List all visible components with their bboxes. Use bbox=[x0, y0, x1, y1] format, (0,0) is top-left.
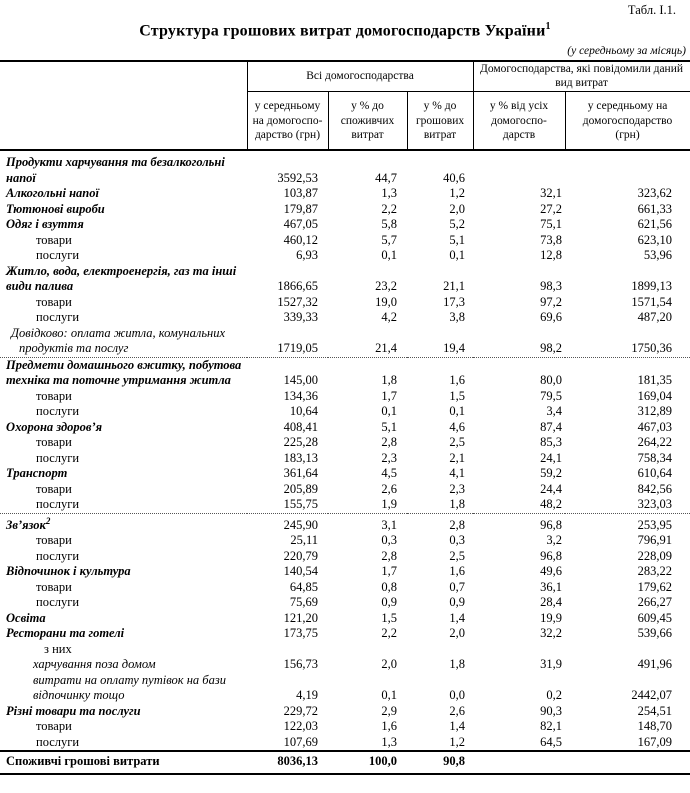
row-label: Зв’язок$^2$ bbox=[6, 515, 51, 532]
cell-avg-per-household: 121,20 bbox=[283, 610, 318, 625]
cell-pct-consumer-expenses: 19,0 bbox=[375, 294, 397, 309]
stub-header bbox=[0, 61, 247, 150]
cell-avg-per-reporting-household: 1571,54 bbox=[631, 294, 673, 309]
cell-pct-of-all-households bbox=[473, 150, 565, 186]
cell-avg-per-reporting-household: 266,27 bbox=[637, 595, 673, 610]
subtitle: (у середньому за місяць) bbox=[567, 45, 686, 58]
cell-pct-of-all-households: 0,2 bbox=[546, 688, 563, 703]
row-label: товари bbox=[36, 435, 72, 450]
cell-pct-of-all-households: 48,2 bbox=[473, 497, 565, 513]
row-label: Житло, вода, електроенергія, газ та інші види палива bbox=[6, 263, 237, 294]
cell-pct-of-all-households bbox=[473, 642, 565, 658]
cell-avg-per-household: 467,05 bbox=[283, 217, 318, 232]
table-row bbox=[0, 513, 690, 533]
cell-pct-consumer-expenses: 0,1 bbox=[381, 248, 397, 263]
table-row bbox=[0, 357, 690, 389]
cell-avg-per-household: 155,75 bbox=[247, 497, 328, 513]
table-row bbox=[0, 295, 690, 311]
cell-pct-consumer-expenses: 0,3 bbox=[381, 533, 397, 548]
title-footnote-marker: 1 bbox=[545, 21, 551, 32]
cell-pct-of-all-households: 64,5 bbox=[540, 734, 563, 749]
cell-avg-per-reporting-household: 610,64 bbox=[637, 466, 673, 481]
row-label: послуги bbox=[36, 548, 80, 563]
cell-avg-per-reporting-household: 842,56 bbox=[637, 481, 673, 496]
cell-pct-consumer-expenses: 0,9 bbox=[381, 595, 397, 610]
cell-avg-per-household: 107,69 bbox=[283, 734, 318, 749]
cell-avg-per-household: 134,36 bbox=[283, 388, 318, 403]
cell-pct-money-expenses: 2,0 bbox=[449, 201, 466, 216]
column-header-pct-money-expenses: у % до грошових витрат bbox=[407, 92, 473, 151]
table-row bbox=[0, 326, 690, 358]
column-header-pct-of-all-households: у % від усіх домогоспо- дарств bbox=[473, 92, 565, 151]
cell-avg-per-household: 173,75 bbox=[283, 626, 318, 641]
footnote-marker: 2 bbox=[45, 515, 51, 526]
cell-avg-per-reporting-household: 254,51 bbox=[637, 703, 673, 718]
cell-pct-money-expenses: 1,2 bbox=[449, 186, 466, 201]
table-row bbox=[0, 420, 690, 436]
cell-pct-money-expenses: 4,6 bbox=[449, 419, 466, 434]
cell-pct-of-all-households: 98,2 bbox=[473, 326, 565, 358]
cell-pct-of-all-households bbox=[473, 751, 565, 774]
column-header-avg-per-household: у середньому на домогоспо- дарство (грн) bbox=[247, 92, 328, 151]
cell-avg-per-household: 8036,13 bbox=[247, 751, 328, 774]
cell-pct-of-all-households: 69,6 bbox=[540, 310, 563, 325]
cell-avg-per-household: 64,85 bbox=[289, 579, 318, 594]
table-row bbox=[0, 735, 690, 752]
cell-pct-money-expenses: 3,8 bbox=[449, 310, 466, 325]
total-row bbox=[0, 751, 690, 774]
cell-avg-per-reporting-household: 264,22 bbox=[637, 435, 673, 450]
cell-avg-per-household: 1527,32 bbox=[277, 294, 318, 309]
cell-avg-per-household: 205,89 bbox=[283, 481, 318, 496]
cell-avg-per-reporting-household: 467,03 bbox=[637, 419, 673, 434]
table-row bbox=[0, 435, 690, 451]
row-label: Споживчі грошові витрати bbox=[0, 751, 247, 774]
table-header bbox=[0, 61, 690, 150]
cell-pct-of-all-households: 97,2 bbox=[540, 294, 563, 309]
cell-pct-of-all-households: 32,1 bbox=[540, 186, 563, 201]
cell-avg-per-household: 4,19 bbox=[296, 688, 318, 703]
expenditure-table bbox=[0, 60, 690, 775]
cell-pct-money-expenses: 4,1 bbox=[449, 466, 466, 481]
cell-avg-per-reporting-household: 323,03 bbox=[565, 497, 690, 513]
cell-pct-consumer-expenses: 0,1 bbox=[381, 688, 397, 703]
cell-avg-per-household: 361,64 bbox=[283, 466, 318, 481]
row-label: Ресторани та готелі bbox=[6, 626, 125, 641]
cell-pct-money-expenses: 0,3 bbox=[449, 533, 466, 548]
row-label: з них bbox=[44, 641, 72, 656]
cell-avg-per-reporting-household: 609,45 bbox=[637, 610, 673, 625]
cell-avg-per-household: 145,00 bbox=[283, 373, 318, 388]
cell-avg-per-household: 183,13 bbox=[283, 450, 318, 465]
cell-avg-per-reporting-household: 796,91 bbox=[637, 533, 673, 548]
cell-avg-per-household: 75,69 bbox=[289, 595, 318, 610]
cell-avg-per-household: 245,90 bbox=[283, 517, 318, 532]
cell-avg-per-household bbox=[247, 642, 328, 658]
cell-avg-per-household: 339,33 bbox=[283, 310, 318, 325]
cell-pct-money-expenses bbox=[407, 642, 473, 658]
cell-pct-consumer-expenses: 0,8 bbox=[381, 579, 397, 594]
cell-pct-consumer-expenses: 4,5 bbox=[381, 466, 397, 481]
cell-pct-of-all-households: 3,4 bbox=[546, 404, 563, 419]
row-label: Різні товари та послуги bbox=[6, 703, 141, 718]
cell-avg-per-reporting-household: 323,62 bbox=[637, 186, 673, 201]
table-reference: Табл. І.1. bbox=[627, 3, 676, 17]
cell-avg-per-reporting-household: 312,89 bbox=[637, 404, 673, 419]
table-row bbox=[0, 580, 690, 596]
cell-pct-of-all-households: 82,1 bbox=[540, 719, 563, 734]
cell-avg-per-household: 156,73 bbox=[283, 657, 318, 672]
row-label: харчування поза домом bbox=[33, 657, 156, 672]
cell-pct-money-expenses: 2,3 bbox=[449, 481, 466, 496]
cell-pct-money-expenses: 90,8 bbox=[407, 751, 473, 774]
cell-avg-per-household: 179,87 bbox=[283, 201, 318, 216]
cell-pct-money-expenses: 2,5 bbox=[449, 435, 466, 450]
cell-pct-money-expenses: 0,9 bbox=[449, 595, 466, 610]
cell-avg-per-reporting-household: 1750,36 bbox=[565, 326, 690, 358]
cell-pct-of-all-households: 59,2 bbox=[540, 466, 563, 481]
cell-avg-per-household: 103,87 bbox=[283, 186, 318, 201]
cell-pct-of-all-households: 79,5 bbox=[540, 388, 563, 403]
cell-pct-consumer-expenses: 4,2 bbox=[381, 310, 397, 325]
cell-pct-money-expenses: 1,8 bbox=[449, 657, 466, 672]
cell-avg-per-reporting-household: 491,96 bbox=[637, 657, 673, 672]
cell-avg-per-household: 220,79 bbox=[283, 548, 318, 563]
cell-pct-consumer-expenses: 2,9 bbox=[381, 703, 397, 718]
cell-pct-of-all-households: 27,2 bbox=[540, 201, 563, 216]
cell-pct-consumer-expenses: 1,7 bbox=[381, 564, 397, 579]
cell-pct-money-expenses: 1,6 bbox=[449, 373, 466, 388]
table-row bbox=[0, 626, 690, 642]
table-row bbox=[0, 564, 690, 580]
cell-pct-of-all-households: 96,8 bbox=[540, 517, 563, 532]
cell-pct-consumer-expenses: 23,2 bbox=[375, 279, 397, 294]
cell-avg-per-household: 408,41 bbox=[283, 419, 318, 434]
cell-pct-consumer-expenses: 2,2 bbox=[381, 626, 397, 641]
row-label: послуги bbox=[36, 450, 80, 465]
cell-pct-consumer-expenses: 44,7 bbox=[375, 170, 397, 185]
cell-pct-of-all-households: 98,3 bbox=[540, 279, 563, 294]
table-row bbox=[0, 150, 690, 186]
cell-avg-per-household: 460,12 bbox=[283, 232, 318, 247]
cell-pct-consumer-expenses: 1,3 bbox=[381, 186, 397, 201]
column-header-pct-consumer-expenses: у % до споживчих витрат bbox=[328, 92, 407, 151]
cell-pct-money-expenses: 1,5 bbox=[449, 388, 466, 403]
row-label: Транспорт bbox=[6, 466, 68, 481]
table-row bbox=[0, 642, 690, 658]
cell-avg-per-reporting-household: 181,35 bbox=[637, 373, 673, 388]
row-label: послуги bbox=[36, 310, 80, 325]
row-label: Освіта bbox=[6, 610, 46, 625]
cell-avg-per-household: 25,11 bbox=[290, 533, 318, 548]
cell-pct-of-all-households: 12,8 bbox=[540, 248, 563, 263]
table-row bbox=[0, 533, 690, 549]
cell-pct-consumer-expenses: 3,1 bbox=[381, 517, 397, 532]
row-label: витрати на оплату путівок на бази відпочинку тощо bbox=[33, 672, 226, 703]
cell-avg-per-reporting-household: 1899,13 bbox=[631, 279, 673, 294]
cell-avg-per-reporting-household: 228,09 bbox=[637, 548, 673, 563]
cell-avg-per-reporting-household: 623,10 bbox=[637, 232, 673, 247]
cell-pct-consumer-expenses: 2,8 bbox=[381, 435, 397, 450]
column-header-avg-per-reporting-household: у середньому на домогосподарство (грн) bbox=[565, 92, 690, 151]
cell-avg-per-reporting-household: 167,09 bbox=[637, 734, 673, 749]
cell-avg-per-reporting-household: 283,22 bbox=[637, 564, 673, 579]
cell-pct-consumer-expenses: 0,1 bbox=[381, 404, 397, 419]
cell-pct-money-expenses: 0,7 bbox=[449, 579, 466, 594]
cell-avg-per-reporting-household: 758,34 bbox=[637, 450, 673, 465]
cell-pct-consumer-expenses: 21,4 bbox=[328, 326, 407, 358]
cell-avg-per-household: 1719,05 bbox=[247, 326, 328, 358]
cell-pct-money-expenses: 2,1 bbox=[449, 450, 466, 465]
cell-pct-money-expenses: 1,4 bbox=[449, 719, 466, 734]
cell-pct-of-all-households: 73,8 bbox=[540, 232, 563, 247]
title-text: Структура грошових витрат домогосподарств України bbox=[139, 22, 546, 40]
header-group-row bbox=[0, 61, 690, 92]
cell-avg-per-reporting-household: 53,96 bbox=[643, 248, 673, 263]
table-row bbox=[0, 719, 690, 735]
row-label: товари bbox=[36, 232, 72, 247]
cell-pct-consumer-expenses: 5,7 bbox=[381, 232, 397, 247]
row-label: Відпочинок і культура bbox=[6, 564, 131, 579]
cell-pct-money-expenses: 0,0 bbox=[449, 688, 466, 703]
row-label: Охорона здоров’я bbox=[6, 419, 103, 434]
cell-avg-per-reporting-household: 661,33 bbox=[637, 201, 673, 216]
cell-avg-per-reporting-household: 621,56 bbox=[637, 217, 673, 232]
cell-pct-of-all-households: 32,2 bbox=[540, 626, 563, 641]
cell-pct-money-expenses: 2,8 bbox=[449, 517, 466, 532]
table-row bbox=[0, 389, 690, 405]
cell-pct-of-all-households: 75,1 bbox=[540, 217, 563, 232]
cell-pct-money-expenses: 19,4 bbox=[407, 326, 473, 358]
cell-avg-per-household: 3592,53 bbox=[277, 170, 318, 185]
cell-pct-of-all-households: 19,9 bbox=[540, 610, 563, 625]
table-row bbox=[0, 186, 690, 202]
cell-pct-of-all-households: 31,9 bbox=[540, 657, 563, 672]
cell-avg-per-reporting-household bbox=[565, 751, 690, 774]
row-label: товари bbox=[36, 294, 72, 309]
table-row bbox=[0, 549, 690, 565]
table-row bbox=[0, 217, 690, 233]
cell-pct-of-all-households: 3,2 bbox=[546, 533, 563, 548]
table-row bbox=[0, 497, 690, 513]
cell-pct-money-expenses: 5,1 bbox=[449, 232, 466, 247]
row-label: товари bbox=[36, 579, 72, 594]
cell-pct-consumer-expenses: 1,6 bbox=[381, 719, 397, 734]
cell-pct-money-expenses: 1,8 bbox=[407, 497, 473, 513]
row-label: Продукти харчування та безалкогольні напої bbox=[6, 155, 225, 185]
row-label: послуги bbox=[36, 248, 80, 263]
table-row bbox=[0, 264, 690, 295]
row-label: послуги bbox=[36, 595, 80, 610]
cell-pct-consumer-expenses: 1,9 bbox=[328, 497, 407, 513]
cell-avg-per-reporting-household: 179,62 bbox=[637, 579, 673, 594]
table-row bbox=[0, 233, 690, 249]
row-label: товари bbox=[36, 533, 72, 548]
row-label: послуги bbox=[0, 497, 247, 513]
cell-pct-of-all-households: 28,4 bbox=[540, 595, 563, 610]
row-label: товари bbox=[36, 481, 72, 496]
cell-pct-consumer-expenses: 1,3 bbox=[381, 734, 397, 749]
row-label: Алкогольні напої bbox=[6, 186, 99, 201]
cell-pct-consumer-expenses: 1,8 bbox=[381, 373, 397, 388]
table-row bbox=[0, 310, 690, 326]
cell-pct-money-expenses: 2,5 bbox=[449, 548, 466, 563]
cell-pct-money-expenses: 17,3 bbox=[443, 294, 466, 309]
cell-avg-per-reporting-household: 487,20 bbox=[637, 310, 673, 325]
cell-avg-per-reporting-household: 169,04 bbox=[637, 388, 673, 403]
cell-pct-consumer-expenses: 5,1 bbox=[381, 419, 397, 434]
row-label: Одяг і взуття bbox=[6, 217, 84, 232]
cell-pct-consumer-expenses: 2,6 bbox=[381, 481, 397, 496]
cell-avg-per-household: 122,03 bbox=[283, 719, 318, 734]
cell-pct-consumer-expenses: 2,2 bbox=[381, 201, 397, 216]
page-title bbox=[0, 21, 690, 40]
cell-pct-consumer-expenses: 1,5 bbox=[381, 610, 397, 625]
cell-pct-of-all-households: 80,0 bbox=[540, 373, 563, 388]
table-row bbox=[0, 404, 690, 420]
table-row bbox=[0, 202, 690, 218]
cell-pct-of-all-households: 85,3 bbox=[540, 435, 563, 450]
cell-pct-money-expenses: 40,6 bbox=[443, 170, 466, 185]
group-header-reported-households: Домогосподарства, які повідомили даний вид витрат bbox=[473, 61, 690, 92]
group-header-all-households: Всі домогосподарства bbox=[247, 61, 473, 92]
cell-avg-per-reporting-household: 2442,07 bbox=[631, 688, 673, 703]
row-label: Предмети домашнього вжитку, побутова техніка та поточне утримання житла bbox=[6, 357, 242, 388]
cell-avg-per-household: 6,93 bbox=[296, 248, 318, 263]
cell-avg-per-reporting-household: 148,70 bbox=[637, 719, 673, 734]
cell-avg-per-household: 225,28 bbox=[283, 435, 318, 450]
cell-pct-consumer-expenses bbox=[328, 642, 407, 658]
cell-pct-money-expenses: 0,1 bbox=[449, 404, 466, 419]
row-label: послуги bbox=[36, 404, 80, 419]
cell-avg-per-household: 1866,65 bbox=[277, 279, 318, 294]
row-label: Довідково: оплата житла, комунальних продуктів та послуг bbox=[0, 326, 247, 358]
table-row bbox=[0, 482, 690, 498]
row-label: товари bbox=[36, 388, 72, 403]
row-label: послуги bbox=[36, 734, 80, 749]
cell-pct-money-expenses: 1,6 bbox=[449, 564, 466, 579]
cell-pct-money-expenses: 1,4 bbox=[449, 610, 466, 625]
row-label: товари bbox=[36, 719, 72, 734]
cell-pct-money-expenses: 1,2 bbox=[449, 734, 466, 749]
cell-pct-consumer-expenses: 2,0 bbox=[381, 657, 397, 672]
table-row bbox=[0, 451, 690, 467]
cell-pct-consumer-expenses: 5,8 bbox=[381, 217, 397, 232]
cell-pct-consumer-expenses: 2,3 bbox=[381, 450, 397, 465]
table-row bbox=[0, 595, 690, 611]
cell-pct-consumer-expenses: 2,8 bbox=[381, 548, 397, 563]
cell-pct-of-all-households: 49,6 bbox=[540, 564, 563, 579]
cell-avg-per-reporting-household bbox=[565, 642, 690, 658]
cell-pct-consumer-expenses: 100,0 bbox=[328, 751, 407, 774]
table-row bbox=[0, 248, 690, 264]
cell-pct-of-all-households: 24,4 bbox=[540, 481, 563, 496]
cell-avg-per-household: 229,72 bbox=[283, 703, 318, 718]
cell-pct-of-all-households: 36,1 bbox=[540, 579, 563, 594]
table-row bbox=[0, 611, 690, 627]
cell-avg-per-household: 140,54 bbox=[283, 564, 318, 579]
cell-avg-per-reporting-household: 539,66 bbox=[637, 626, 673, 641]
cell-pct-of-all-households: 96,8 bbox=[540, 548, 563, 563]
cell-pct-money-expenses: 2,6 bbox=[449, 703, 466, 718]
cell-pct-of-all-households: 24,1 bbox=[540, 450, 563, 465]
table-row bbox=[0, 657, 690, 673]
cell-avg-per-reporting-household: 253,95 bbox=[637, 517, 673, 532]
cell-pct-of-all-households: 87,4 bbox=[540, 419, 563, 434]
row-label: Тютюнові вироби bbox=[6, 201, 105, 216]
cell-pct-of-all-households: 90,3 bbox=[540, 703, 563, 718]
cell-pct-money-expenses: 5,2 bbox=[449, 217, 466, 232]
cell-pct-money-expenses: 21,1 bbox=[443, 279, 466, 294]
table-row bbox=[0, 466, 690, 482]
cell-pct-money-expenses: 0,1 bbox=[449, 248, 466, 263]
cell-pct-money-expenses: 2,0 bbox=[449, 626, 466, 641]
table-row bbox=[0, 704, 690, 720]
cell-avg-per-household: 10,64 bbox=[289, 404, 318, 419]
cell-avg-per-reporting-household bbox=[565, 150, 690, 186]
table-row bbox=[0, 673, 690, 704]
table-body bbox=[0, 150, 690, 774]
cell-pct-consumer-expenses: 1,7 bbox=[381, 388, 397, 403]
